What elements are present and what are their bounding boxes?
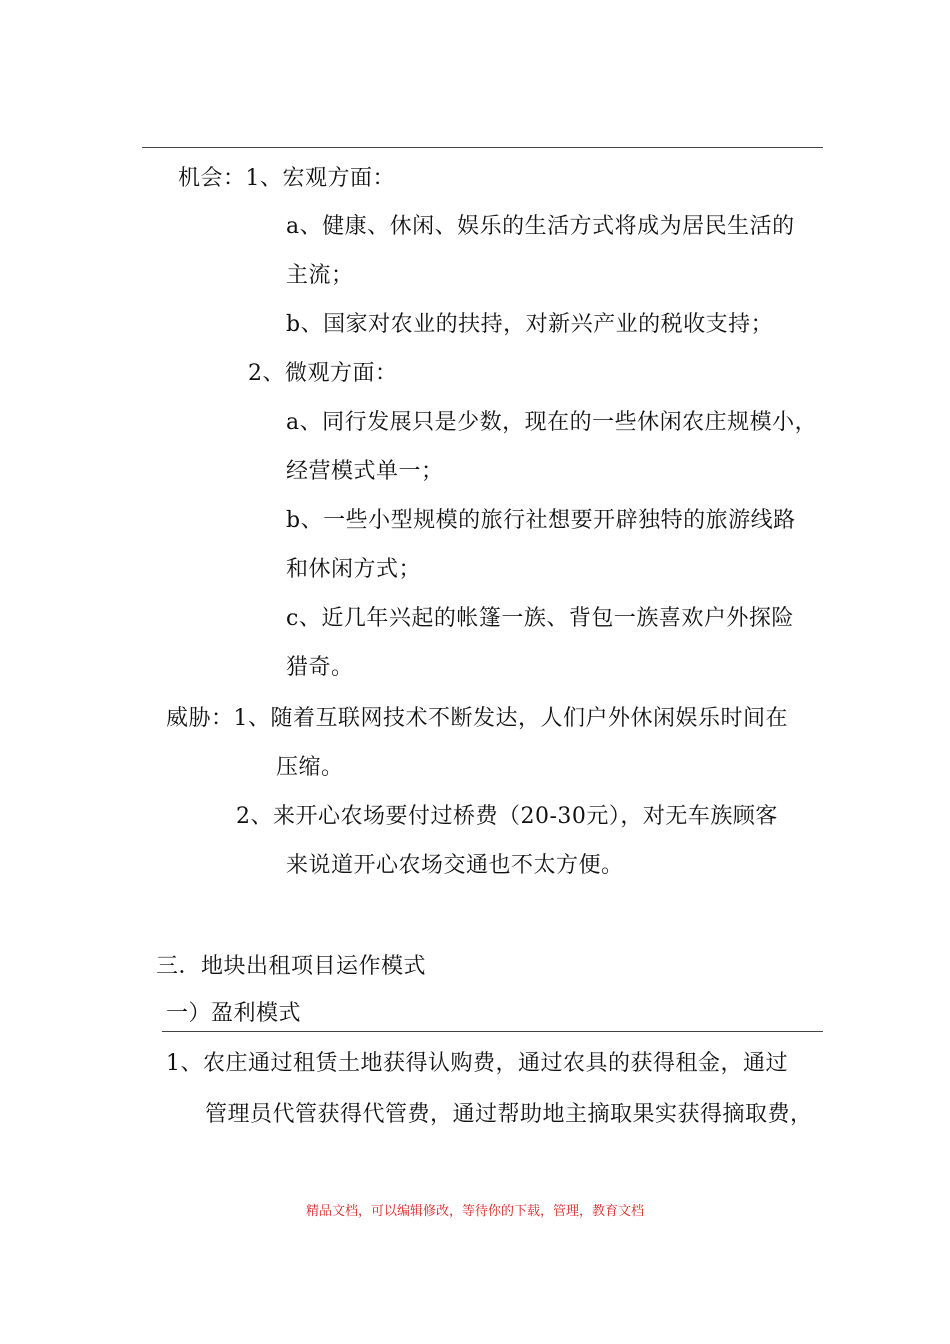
- micro-item-c-line-2: 猎奇。: [286, 655, 354, 680]
- macro-item-a-line-2: 主流；: [286, 263, 354, 288]
- threat-item-2-line-2: 来说道开心农场交通也不太方便。: [286, 853, 624, 878]
- footer-watermark-text: 精品文档，可以编辑修改，等待你的下载，管理，教育文档: [305, 1204, 644, 1219]
- paragraph-line-1: 1、农庄通过租赁土地获得认购费，通过农具的获得租金，通过: [166, 1051, 788, 1076]
- macro-item-a-line-1: a、健康、休闲、娱乐的生活方式将成为居民生活的: [286, 214, 795, 239]
- section-title: 三．地块出租项目运作模式: [156, 954, 427, 979]
- micro-item-a-line-2: 经营模式单一；: [286, 459, 444, 484]
- opportunities-heading: 机会：1、宏观方面：: [178, 166, 395, 191]
- threat-item-1-line-1: 威胁：1、随着互联网技术不断发达，人们户外休闲娱乐时间在: [166, 706, 788, 731]
- micro-item-c-line-1: c、近几年兴起的帐篷一族、背包一族喜欢户外探险: [286, 606, 794, 631]
- macro-item-b: b、国家对农业的扶持，对新兴产业的税收支持；: [286, 312, 774, 337]
- subtitle-rule: [162, 1031, 823, 1032]
- threat-item-1-line-2: 压缩。: [276, 755, 344, 780]
- paragraph-line-2: 管理员代管获得代管费，通过帮助地主摘取果实获得摘取费，: [205, 1102, 813, 1127]
- threat-item-2-line-1: 2、来开心农场要付过桥费（20-30元），对无车族顾客: [236, 804, 778, 829]
- micro-heading: 2、微观方面：: [248, 361, 398, 386]
- micro-item-b-line-2: 和休闲方式；: [286, 557, 422, 582]
- micro-item-b-line-1: b、一些小型规模的旅行社想要开辟独特的旅游线路: [286, 508, 796, 533]
- section-subtitle: 一）盈利模式: [166, 1001, 302, 1026]
- micro-item-a-line-1: a、同行发展只是少数，现在的一些休闲农庄规模小，: [286, 410, 818, 435]
- header-rule: [142, 147, 823, 148]
